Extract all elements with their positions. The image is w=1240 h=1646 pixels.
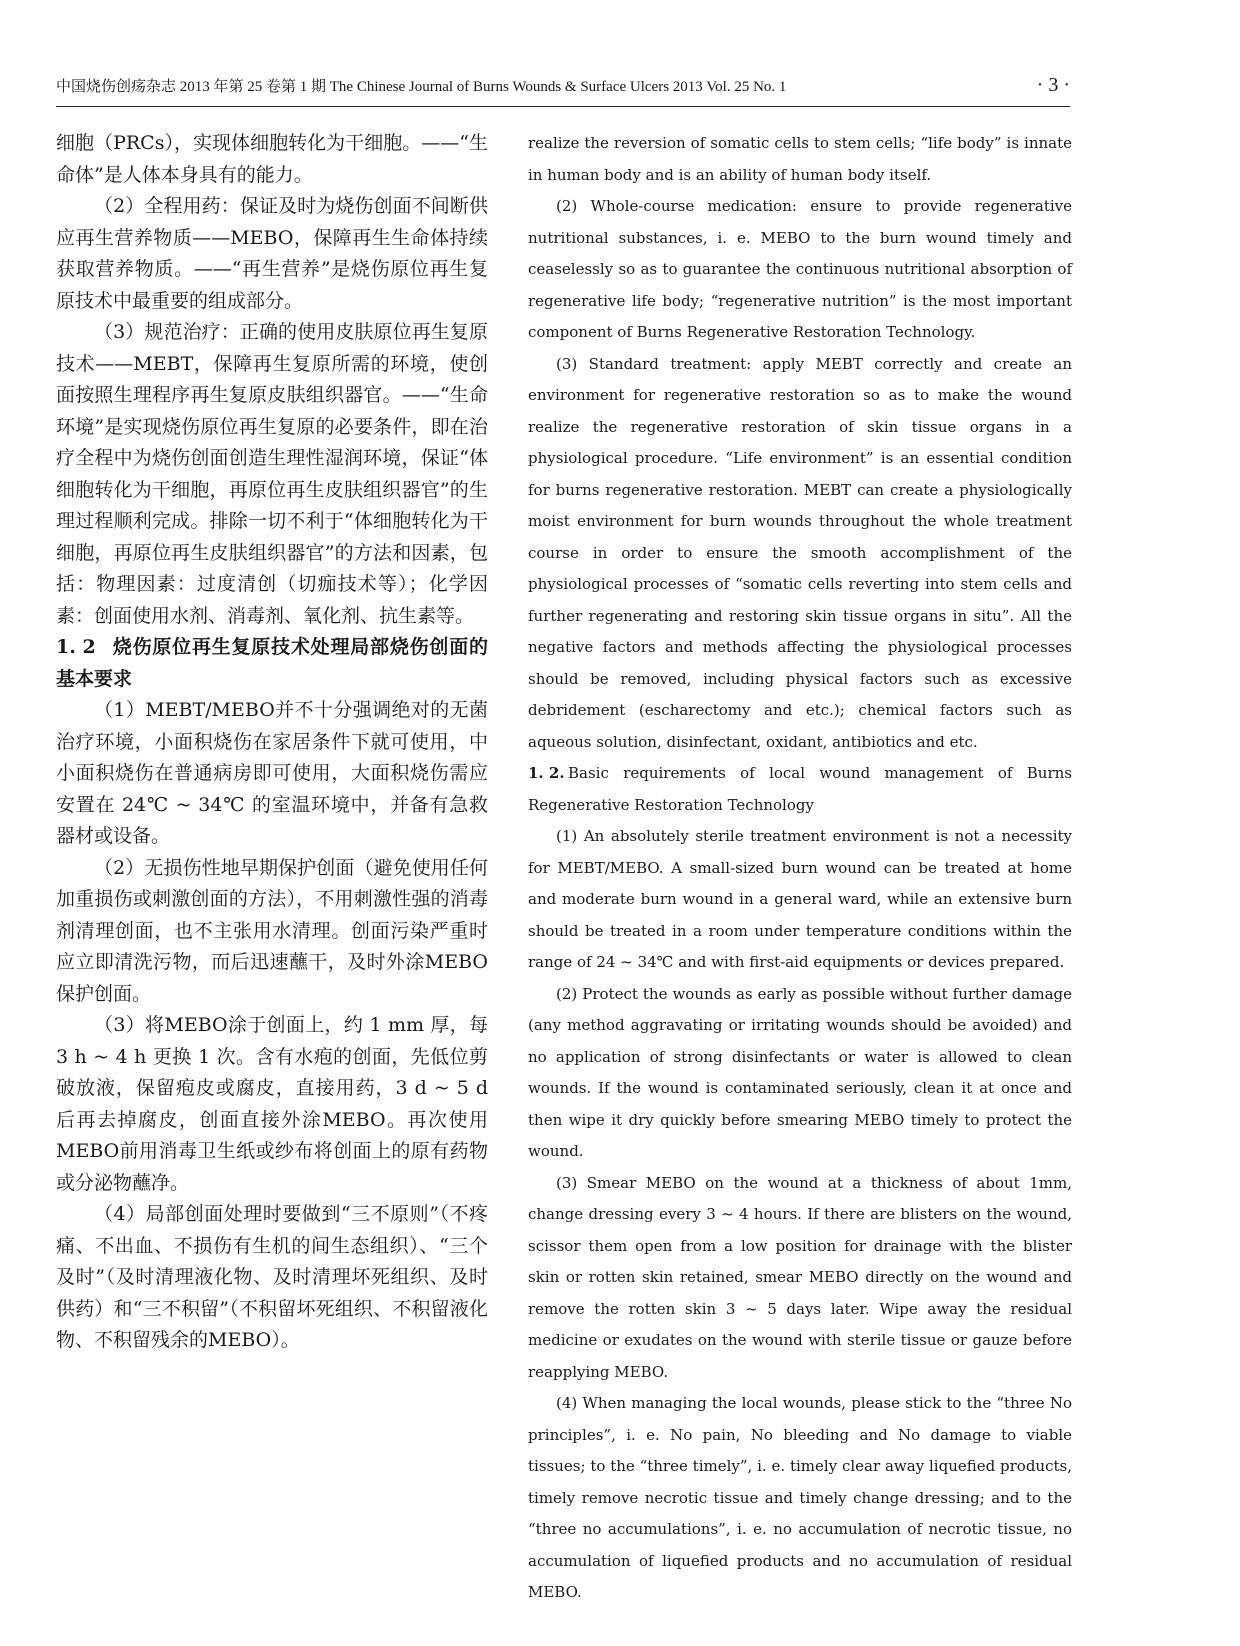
cn-section-heading	[56, 632, 488, 695]
en-paragraph-1: realize the reversion of somatic cells to stem cells; “life body” is innate in human body and is an ability of human body itself.	[528, 134, 1072, 184]
en-section-heading	[528, 758, 1072, 821]
cn-paragraph-5: （2）无损伤性地早期保护创面（避免使用任何加重损伤或刺激创面的方法），不用刺激性强的消毒剂清理创面，也不主张用水清理。创面污染严重时应立即清洗污物，而后迅速蘸干，及时外涂MEBO保护创面。	[56, 856, 488, 1005]
english-column	[528, 128, 1072, 1609]
header-rule	[56, 106, 1070, 107]
cn-paragraph-2: （2）全程用药：保证及时为烧伤创面不间断供应再生营养物质——MEBO，保障再生生命体持续获取营养物质。——“再生营养”是烧伤原位再生复原技术中最重要的组成部分。	[56, 195, 488, 312]
cn-paragraph-3: （3）规范治疗：正确的使用皮肤原位再生复原技术——MEBT，保障再生复原所需的环境，使创面按照生理程序再生复原皮肤组织器官。——“生命环境”是实现烧伤原位再生复原的必要条件，即在治疗全程中为烧伤创面创造生理性湿润环境，保证“体细胞转化为干细胞，再原位再生皮肤组织器官”的生理过程顺利完成。排除一切不利于“体细胞转化为干细胞，再原位再生皮肤组织器官”的方法和因素，包括：物理因素：过度清创（切痂技术等）；化学因素：创面使用水剂、消毒剂、氧化剂、抗生素等。	[56, 321, 488, 627]
en-paragraph-3: (3) Standard treatment: apply MEBT correctly and create an environment for regenerative restoration so as to make the wound realize the regenerative restoration of skin tissue organs in a physiological procedure. “Life environment” is an essential condition for burns regenerative restoration. MEBT can create a physiologically moist environment for burn wounds throughout the whole treatment course in order to ensure the smooth accomplishment of the physiological processes of “somatic cells reverting into stem cells and further regenerating and restoring skin tissue organs in situ”. All the negative factors and methods affecting the physiological processes should be removed, including physical factors such as excessive debridement (escharectomy and etc.); chemical factors such as aqueous solution, disinfectant, oxidant, antibiotics and etc.	[528, 354, 1072, 751]
chinese-column	[56, 128, 488, 1357]
en-section-number: 1. 2.	[528, 764, 565, 782]
cn-paragraph-6: （3）将MEBO涂于创面上，约 1 mm 厚，每 3 h ~ 4 h 更换 1 次。含有水疱的创面，先低位剪破放液，保留疱皮或腐皮，直接用药，3 d ~ 5 d 后再去掉腐皮，创面直接外涂MEBO。再次使用MEBO前用消毒卫生纸或纱布将创面上的原有药物或分泌物蘸净。	[56, 1014, 488, 1194]
en-paragraph-5: (2) Protect the wounds as early as possible without further damage (any method aggravating or irritating wounds should be avoided) and no application of strong disinfectants or water is allowed to clean wounds. If the wound is contaminated seriously, clean it at once and then wipe it dry quickly before smearing MEBO timely to protect the wound.	[528, 984, 1072, 1160]
running-header	[56, 74, 1070, 100]
cn-section-number: 1. 2	[56, 636, 96, 658]
cn-paragraph-1: 细胞（PRCs），实现体细胞转化为干细胞。——“生命体”是人体本身具有的能力。	[56, 132, 488, 186]
journal-citation: 中国烧伤创疡杂志 2013 年第 25 卷第 1 期 The Chinese Journal of Burns Wounds & Surface Ulcers 2013 Vol. 25 No. 1	[56, 79, 787, 95]
cn-paragraph-4: （1）MEBT/MEBO并不十分强调绝对的无菌治疗环境，小面积烧伤在家居条件下就可使用，中小面积烧伤在普通病房即可使用，大面积烧伤需应安置在 24℃ ~ 34℃ 的室温环境中，并备有急救器材或设备。	[56, 699, 488, 847]
cn-section-title: 烧伤原位再生复原技术处理局部烧伤创面的基本要求	[56, 636, 488, 690]
en-section-title: Basic requirements of local wound management of Burns Regenerative Restoration Technology	[528, 764, 1072, 814]
cn-paragraph-7: （4）局部创面处理时要做到“三不原则”（不疼痛、不出血、不损伤有生机的间生态组织）、“三个及时”（及时清理液化物、及时清理坏死组织、及时供药）和“三不积留”（不积留坏死组织、不积留液化物、不积留残余的MEBO）。	[56, 1203, 488, 1351]
en-paragraph-2: (2) Whole-course medication: ensure to provide regenerative nutritional substances, i. e. MEBO to the burn wound timely and ceaselessly so as to guarantee the continuous nutritional absorption of regenerative life body; “regenerative nutrition” is the most important component of Burns Regenerative Restoration Technology.	[528, 197, 1072, 341]
en-paragraph-4: (1) An absolutely sterile treatment environment is not a necessity for MEBT/MEBO. A small-sized burn wound can be treated at home and moderate burn wound in a general ward, while an extensive burn should be treated in a room under temperature conditions within the range of 24 ~ 34℃ and with first-aid equipments or devices prepared.	[528, 827, 1072, 971]
en-paragraph-7: (4) When managing the local wounds, please stick to the “three No principles”, i. e. No pain, No bleeding and No damage to viable tissues; to the “three timely”, i. e. timely clear away liquefied products, timely remove necrotic tissue and timely change dressing; and to the “three no accumulations”, i. e. no accumulation of necrotic tissue, no accumulation of liquefied products and no accumulation of residual MEBO.	[528, 1394, 1072, 1601]
en-paragraph-6: (3) Smear MEBO on the wound at a thickness of about 1mm, change dressing every 3 ~ 4 hours. If there are blisters on the wound, scissor them open from a low position for drainage with the blister skin or rotten skin retained, smear MEBO directly on the wound and remove the rotten skin 3 ~ 5 days later. Wipe away the residual medicine or exudates on the wound with sterile tissue or gauze before reapplying MEBO.	[528, 1173, 1072, 1381]
page-number: · 3 ·	[1036, 74, 1070, 96]
